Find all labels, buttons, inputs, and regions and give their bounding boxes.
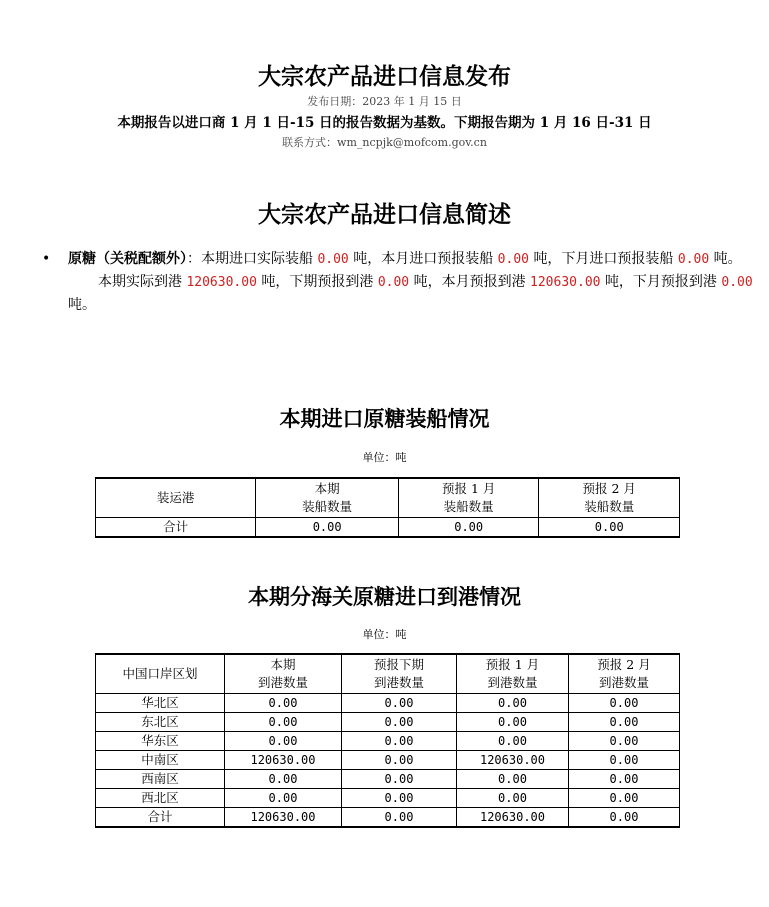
header-text: 到港数量 (373, 675, 424, 690)
summary-text: 本期进口实际装船 (201, 251, 313, 267)
header-text: 预报 1 月 (441, 481, 496, 496)
header-text: 中国口岸区划 (122, 666, 198, 681)
summary-title: 大宗农产品进口信息简述 (258, 201, 511, 228)
report-period-notice: 本期报告以进口商 1 月 1 日-15 日的报告数据为基数。下期报告期为 1 月 16 日-31 日 (117, 115, 652, 131)
table-cell: 0.00 (569, 751, 680, 770)
summary-value: 0.00 (677, 252, 710, 267)
table-row (96, 770, 680, 789)
row-label: 西北区 (96, 789, 225, 808)
contact-info: 联系方式：wm_ncpjk@mofcom.gov.cn (282, 136, 487, 149)
table-cell: 120630.00 (225, 751, 342, 770)
header-text: 预报下期 (373, 657, 424, 672)
summary-text: 吨。 (713, 251, 742, 267)
table-cell: 0.00 (569, 770, 680, 789)
header-text: 到港数量 (257, 675, 308, 690)
product-name: 原糖（关税配额外） (68, 251, 187, 267)
summary-value: 0.00 (317, 252, 349, 267)
separator: ： (187, 251, 201, 267)
column-header (457, 654, 569, 694)
row-label: 华东区 (96, 732, 225, 751)
header-text: 到港数量 (598, 675, 649, 690)
table-cell: 0.00 (569, 732, 680, 751)
table-cell: 0.00 (225, 732, 342, 751)
table-cell: 0.00 (569, 808, 680, 828)
table-cell: 0.00 (539, 518, 680, 538)
summary-value: 0.00 (377, 275, 410, 290)
table-cell: 0.00 (342, 732, 457, 751)
table-cell: 0.00 (225, 713, 342, 732)
header-text: 本期 (314, 481, 340, 496)
header-text: 装船数量 (443, 499, 494, 514)
summary-text: 吨，下月进口预报装船 (533, 251, 674, 267)
header-text: 预报 2 月 (597, 657, 651, 672)
summary-value: 0.00 (497, 252, 529, 267)
bullet-icon: • (42, 251, 51, 267)
shipping-unit-label: 单位：吨 (362, 451, 407, 464)
arrival-table-title: 本期分海关原糖进口到港情况 (248, 584, 521, 609)
header-text: 预报 2 月 (582, 481, 636, 496)
table-cell: 0.00 (457, 789, 569, 808)
summary-text: 吨，下月预报到港 (604, 274, 717, 290)
row-label: 东北区 (96, 713, 225, 732)
table-cell: 0.00 (342, 751, 457, 770)
table-cell: 0.00 (569, 713, 680, 732)
table-header-row (96, 654, 680, 694)
summary-text: 吨，下期预报到港 (261, 274, 374, 290)
table-cell: 0.00 (398, 518, 539, 538)
header-text: 装船数量 (584, 499, 635, 514)
header-text: 装船数量 (302, 499, 353, 514)
table-cell: 0.00 (342, 789, 457, 808)
header-text: 装运港 (156, 490, 195, 505)
shipping-table (95, 477, 680, 538)
table-cell: 0.00 (225, 694, 342, 713)
table-row (96, 751, 680, 770)
summary-value: 120630.00 (530, 275, 601, 290)
column-header (342, 654, 457, 694)
summary-text: 本期实际到港 (98, 274, 182, 290)
arrival-unit-label: 单位：吨 (362, 628, 407, 641)
table-cell: 0.00 (457, 694, 569, 713)
table-cell: 0.00 (225, 789, 342, 808)
summary-text: 吨。 (68, 297, 96, 313)
row-label: 中南区 (96, 751, 225, 770)
table-cell: 0.00 (457, 770, 569, 789)
table-cell: 120630.00 (225, 808, 342, 828)
table-row (96, 732, 680, 751)
column-header (225, 654, 342, 694)
table-cell: 120630.00 (457, 751, 569, 770)
table-cell: 0.00 (225, 770, 342, 789)
summary-text: 吨，本月预报到港 (413, 274, 526, 290)
summary-value: 120630.00 (186, 275, 257, 290)
row-label: 西南区 (96, 770, 225, 789)
table-cell: 0.00 (342, 713, 457, 732)
table-row (96, 694, 680, 713)
table-cell: 0.00 (342, 694, 457, 713)
arrival-table (95, 653, 680, 828)
table-row (96, 518, 680, 538)
table-cell: 0.00 (457, 713, 569, 732)
table-cell: 0.00 (569, 694, 680, 713)
table-cell: 120630.00 (457, 808, 569, 828)
row-label: 合计 (96, 808, 225, 828)
summary-paragraph (42, 248, 758, 316)
table-cell: 0.00 (457, 732, 569, 751)
column-header (256, 478, 399, 518)
header-text: 到港数量 (487, 675, 538, 690)
summary-text: 吨，本月进口预报装船 (353, 251, 494, 267)
table-cell: 0.00 (569, 789, 680, 808)
summary-value: 0.00 (721, 275, 753, 290)
column-header (96, 478, 256, 518)
table-row (96, 789, 680, 808)
publish-date: 发布日期：2023 年 1 月 15 日 (307, 95, 462, 108)
header-text: 本期 (270, 657, 296, 672)
row-label: 华北区 (96, 694, 225, 713)
table-cell: 0.00 (256, 518, 399, 538)
row-label: 合计 (96, 518, 256, 538)
page-title: 大宗农产品进口信息发布 (258, 63, 511, 90)
table-cell: 0.00 (342, 808, 457, 828)
table-header-row (96, 478, 680, 518)
column-header (96, 654, 225, 694)
shipping-table-title: 本期进口原糖装船情况 (279, 406, 490, 431)
table-row (96, 808, 680, 828)
table-cell: 0.00 (342, 770, 457, 789)
column-header (569, 654, 680, 694)
header-text: 预报 1 月 (485, 657, 540, 672)
column-header (539, 478, 680, 518)
column-header (398, 478, 539, 518)
table-row (96, 713, 680, 732)
